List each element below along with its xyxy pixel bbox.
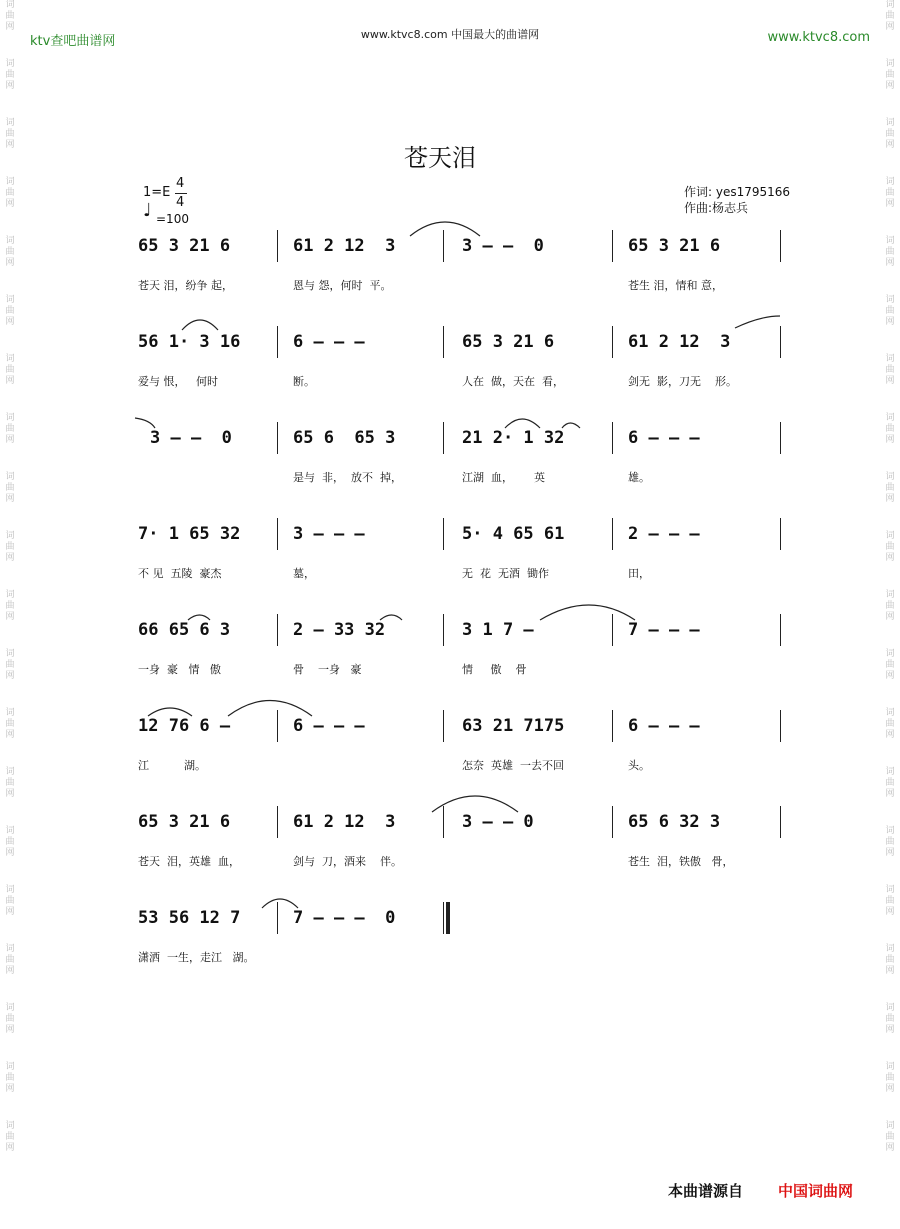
- lyric-text: 骨 一身 豪: [293, 663, 362, 676]
- barline: [277, 230, 278, 262]
- watermark-text: 词 曲 网: [5, 590, 15, 622]
- lyric-text: 苍天 泪，英雄 血，: [138, 855, 240, 868]
- barline: [277, 326, 278, 358]
- measure-notes: 3 — — 0: [462, 812, 534, 832]
- watermark-text: 词 曲 网: [885, 118, 895, 150]
- measure-notes: 65 3 21 6: [138, 236, 231, 256]
- watermark-text: 词 曲 网: [885, 354, 895, 386]
- quarter-note-icon: ♩: [143, 200, 152, 221]
- lyric-text: 雄。: [628, 471, 650, 484]
- barline: [780, 614, 781, 646]
- composer-credit: 作曲:杨志兵: [684, 201, 749, 215]
- slur: [505, 419, 540, 428]
- measure-notes: 12 76 6 —: [138, 716, 231, 736]
- measure-notes: 3 — — 0: [150, 428, 232, 448]
- barline: [443, 326, 444, 358]
- watermark-text: 词 曲 网: [5, 413, 15, 445]
- score-row: [0, 620, 900, 700]
- measure-notes: 6 — — —: [628, 428, 700, 448]
- header-left-site-name[interactable]: ktv查吧曲谱网: [30, 34, 116, 49]
- key-signature: 1=E: [143, 185, 171, 200]
- measure-notes: 6 — — —: [293, 716, 365, 736]
- header-center-site-slogan: www.ktvc8.com 中国最大的曲谱网: [360, 28, 540, 41]
- measure-notes: 3 1 7 —: [462, 620, 534, 640]
- watermark-text: 词 曲 网: [885, 1121, 895, 1153]
- final-barline: [446, 902, 450, 934]
- measure-notes: 53 56 12 7: [138, 908, 241, 928]
- measure-notes: 65 3 21 6: [462, 332, 555, 352]
- lyric-text: 田，: [628, 567, 650, 580]
- slur: [735, 316, 780, 328]
- measure-notes: 66 65 6 3: [138, 620, 231, 640]
- score-row: [0, 908, 900, 988]
- measure-notes: 6 — — —: [628, 716, 700, 736]
- barline: [443, 806, 444, 838]
- footer-source-site[interactable]: 中国词曲网: [778, 1182, 854, 1200]
- lyric-text: 苍生 泪，情和 意，: [628, 279, 723, 292]
- score-row: [0, 716, 900, 796]
- slur: [135, 418, 155, 428]
- watermark-text: 词 曲 网: [885, 236, 895, 268]
- barline: [277, 902, 278, 934]
- watermark-text: 词 曲 网: [885, 59, 895, 91]
- measure-notes: 2 — 33 32: [293, 620, 386, 640]
- time-signature-divider: [175, 193, 187, 194]
- lyric-text: 江湖 血， 英: [462, 471, 545, 484]
- watermark-text: 词 曲 网: [885, 472, 895, 504]
- watermark-text: 词 曲 网: [885, 826, 895, 858]
- barline: [780, 806, 781, 838]
- watermark-text: 词 曲 网: [5, 236, 15, 268]
- slur: [432, 796, 518, 812]
- watermark-text: 词 曲 网: [885, 944, 895, 976]
- measure-notes: 63 21 7175: [462, 716, 565, 736]
- lyric-text: 剑与 刀，酒来 伴。: [293, 855, 402, 868]
- measure-notes: 21 2· 1 32: [462, 428, 565, 448]
- watermark-text: 词 曲 网: [885, 649, 895, 681]
- song-title: 苍天泪: [404, 144, 476, 172]
- measure-notes: 65 6 65 3: [293, 428, 396, 448]
- measure-notes: 3 — — 0: [462, 236, 544, 256]
- watermark-text: 词 曲 网: [5, 1003, 15, 1035]
- barline: [780, 326, 781, 358]
- tempo-marking: =100: [156, 212, 189, 226]
- watermark-text: 词 曲 网: [885, 1062, 895, 1094]
- right-watermark-strip: [880, 0, 900, 1229]
- watermark-text: 词 曲 网: [5, 826, 15, 858]
- lyric-text: 怎奈 英雄 一去不回: [462, 759, 564, 772]
- lyric-text: 剑无 影，刀无 形。: [628, 375, 737, 388]
- score-row: [0, 428, 900, 508]
- barline: [612, 422, 613, 454]
- lyric-text: 潇洒 一生，走江 湖。: [138, 951, 255, 964]
- slur: [182, 320, 218, 330]
- watermark-text: 词 曲 网: [5, 885, 15, 917]
- footer-source-label: 本曲谱源自: [668, 1182, 744, 1200]
- slur: [228, 701, 312, 717]
- watermark-text: 词 曲 网: [5, 531, 15, 563]
- barline: [780, 710, 781, 742]
- barline: [277, 710, 278, 742]
- lyric-text: 一身 豪 情 傲: [138, 663, 221, 676]
- final-barline: [443, 902, 444, 934]
- time-signature-bottom: 4: [176, 195, 185, 210]
- barline: [277, 422, 278, 454]
- score-row: [0, 812, 900, 892]
- watermark-text: 词 曲 网: [5, 708, 15, 740]
- measure-notes: 65 6 32 3: [628, 812, 721, 832]
- barline: [612, 230, 613, 262]
- score-row: [0, 332, 900, 412]
- barline: [443, 518, 444, 550]
- watermark-text: 词 曲 网: [5, 354, 15, 386]
- barline: [443, 710, 444, 742]
- barline: [780, 230, 781, 262]
- watermark-text: 词 曲 网: [885, 885, 895, 917]
- barline: [277, 806, 278, 838]
- barline: [612, 326, 613, 358]
- watermark-text: 词 曲 网: [885, 0, 895, 32]
- slur: [540, 605, 635, 620]
- lyric-text: 情 傲 骨: [462, 663, 527, 676]
- watermark-text: 词 曲 网: [5, 472, 15, 504]
- measure-notes: 3 — — —: [293, 524, 365, 544]
- lyric-text: 人在 做，天在 看，: [462, 375, 564, 388]
- watermark-text: 词 曲 网: [5, 0, 15, 32]
- measure-notes: 7· 1 65 32: [138, 524, 241, 544]
- lyric-text: 恩与 怨，何时 平。: [293, 279, 392, 292]
- barline: [443, 422, 444, 454]
- measure-notes: 65 3 21 6: [628, 236, 721, 256]
- lyric-text: 苍生 泪，铁傲 骨，: [628, 855, 734, 868]
- lyric-text: 江 湖。: [138, 759, 206, 772]
- watermark-text: 词 曲 网: [885, 1003, 895, 1035]
- measure-notes: 2 — — —: [628, 524, 700, 544]
- watermark-text: 词 曲 网: [5, 295, 15, 327]
- score-row: [0, 524, 900, 604]
- lyric-text: 苍天 泪，纷争 起，: [138, 279, 233, 292]
- left-watermark-strip: [0, 0, 20, 1229]
- barline: [612, 518, 613, 550]
- time-signature-top: 4: [176, 176, 185, 191]
- barline: [612, 806, 613, 838]
- measure-notes: 61 2 12 3: [628, 332, 731, 352]
- barline: [277, 518, 278, 550]
- lyric-text: 断。: [293, 375, 315, 388]
- watermark-text: 词 曲 网: [5, 177, 15, 209]
- lyric-text: 无 花 无酒 锄作: [462, 567, 549, 580]
- lyric-text: 不 见 五陵 豪杰: [138, 567, 222, 580]
- watermark-text: 词 曲 网: [5, 944, 15, 976]
- watermark-text: 词 曲 网: [5, 649, 15, 681]
- barline: [443, 230, 444, 262]
- measure-notes: 7 — — — 0: [293, 908, 396, 928]
- watermark-text: 词 曲 网: [5, 118, 15, 150]
- barline: [612, 710, 613, 742]
- watermark-text: 词 曲 网: [885, 590, 895, 622]
- barline: [780, 518, 781, 550]
- header-right-site-url[interactable]: www.ktvc8.com: [767, 30, 870, 45]
- measure-notes: 61 2 12 3: [293, 236, 396, 256]
- barline: [443, 614, 444, 646]
- measure-notes: 5· 4 65 61: [462, 524, 565, 544]
- watermark-text: 词 曲 网: [5, 59, 15, 91]
- slur: [410, 222, 480, 236]
- measure-notes: 7 — — —: [628, 620, 700, 640]
- watermark-text: 词 曲 网: [5, 1121, 15, 1153]
- watermark-text: 词 曲 网: [885, 531, 895, 563]
- watermark-text: 词 曲 网: [885, 708, 895, 740]
- lyric-text: 墓，: [293, 567, 315, 580]
- watermark-text: 词 曲 网: [885, 295, 895, 327]
- score-row: [0, 236, 900, 316]
- measure-notes: 56 1· 3 16: [138, 332, 241, 352]
- watermark-text: 词 曲 网: [885, 413, 895, 445]
- watermark-text: 词 曲 网: [885, 177, 895, 209]
- measure-notes: 61 2 12 3: [293, 812, 396, 832]
- watermark-text: 词 曲 网: [5, 767, 15, 799]
- barline: [277, 614, 278, 646]
- watermark-text: 词 曲 网: [5, 1062, 15, 1094]
- lyric-text: 爱与 恨， 何时: [138, 375, 218, 388]
- measure-notes: 6 — — —: [293, 332, 365, 352]
- slur: [262, 899, 298, 908]
- measure-notes: 65 3 21 6: [138, 812, 231, 832]
- lyric-text: 是与 非， 放不 掉，: [293, 471, 402, 484]
- watermark-text: 词 曲 网: [885, 767, 895, 799]
- barline: [780, 422, 781, 454]
- lyric-text: 头。: [628, 759, 650, 772]
- lyricist-credit: 作词: yes1795166: [684, 185, 791, 199]
- barline: [612, 614, 613, 646]
- slur: [148, 708, 192, 716]
